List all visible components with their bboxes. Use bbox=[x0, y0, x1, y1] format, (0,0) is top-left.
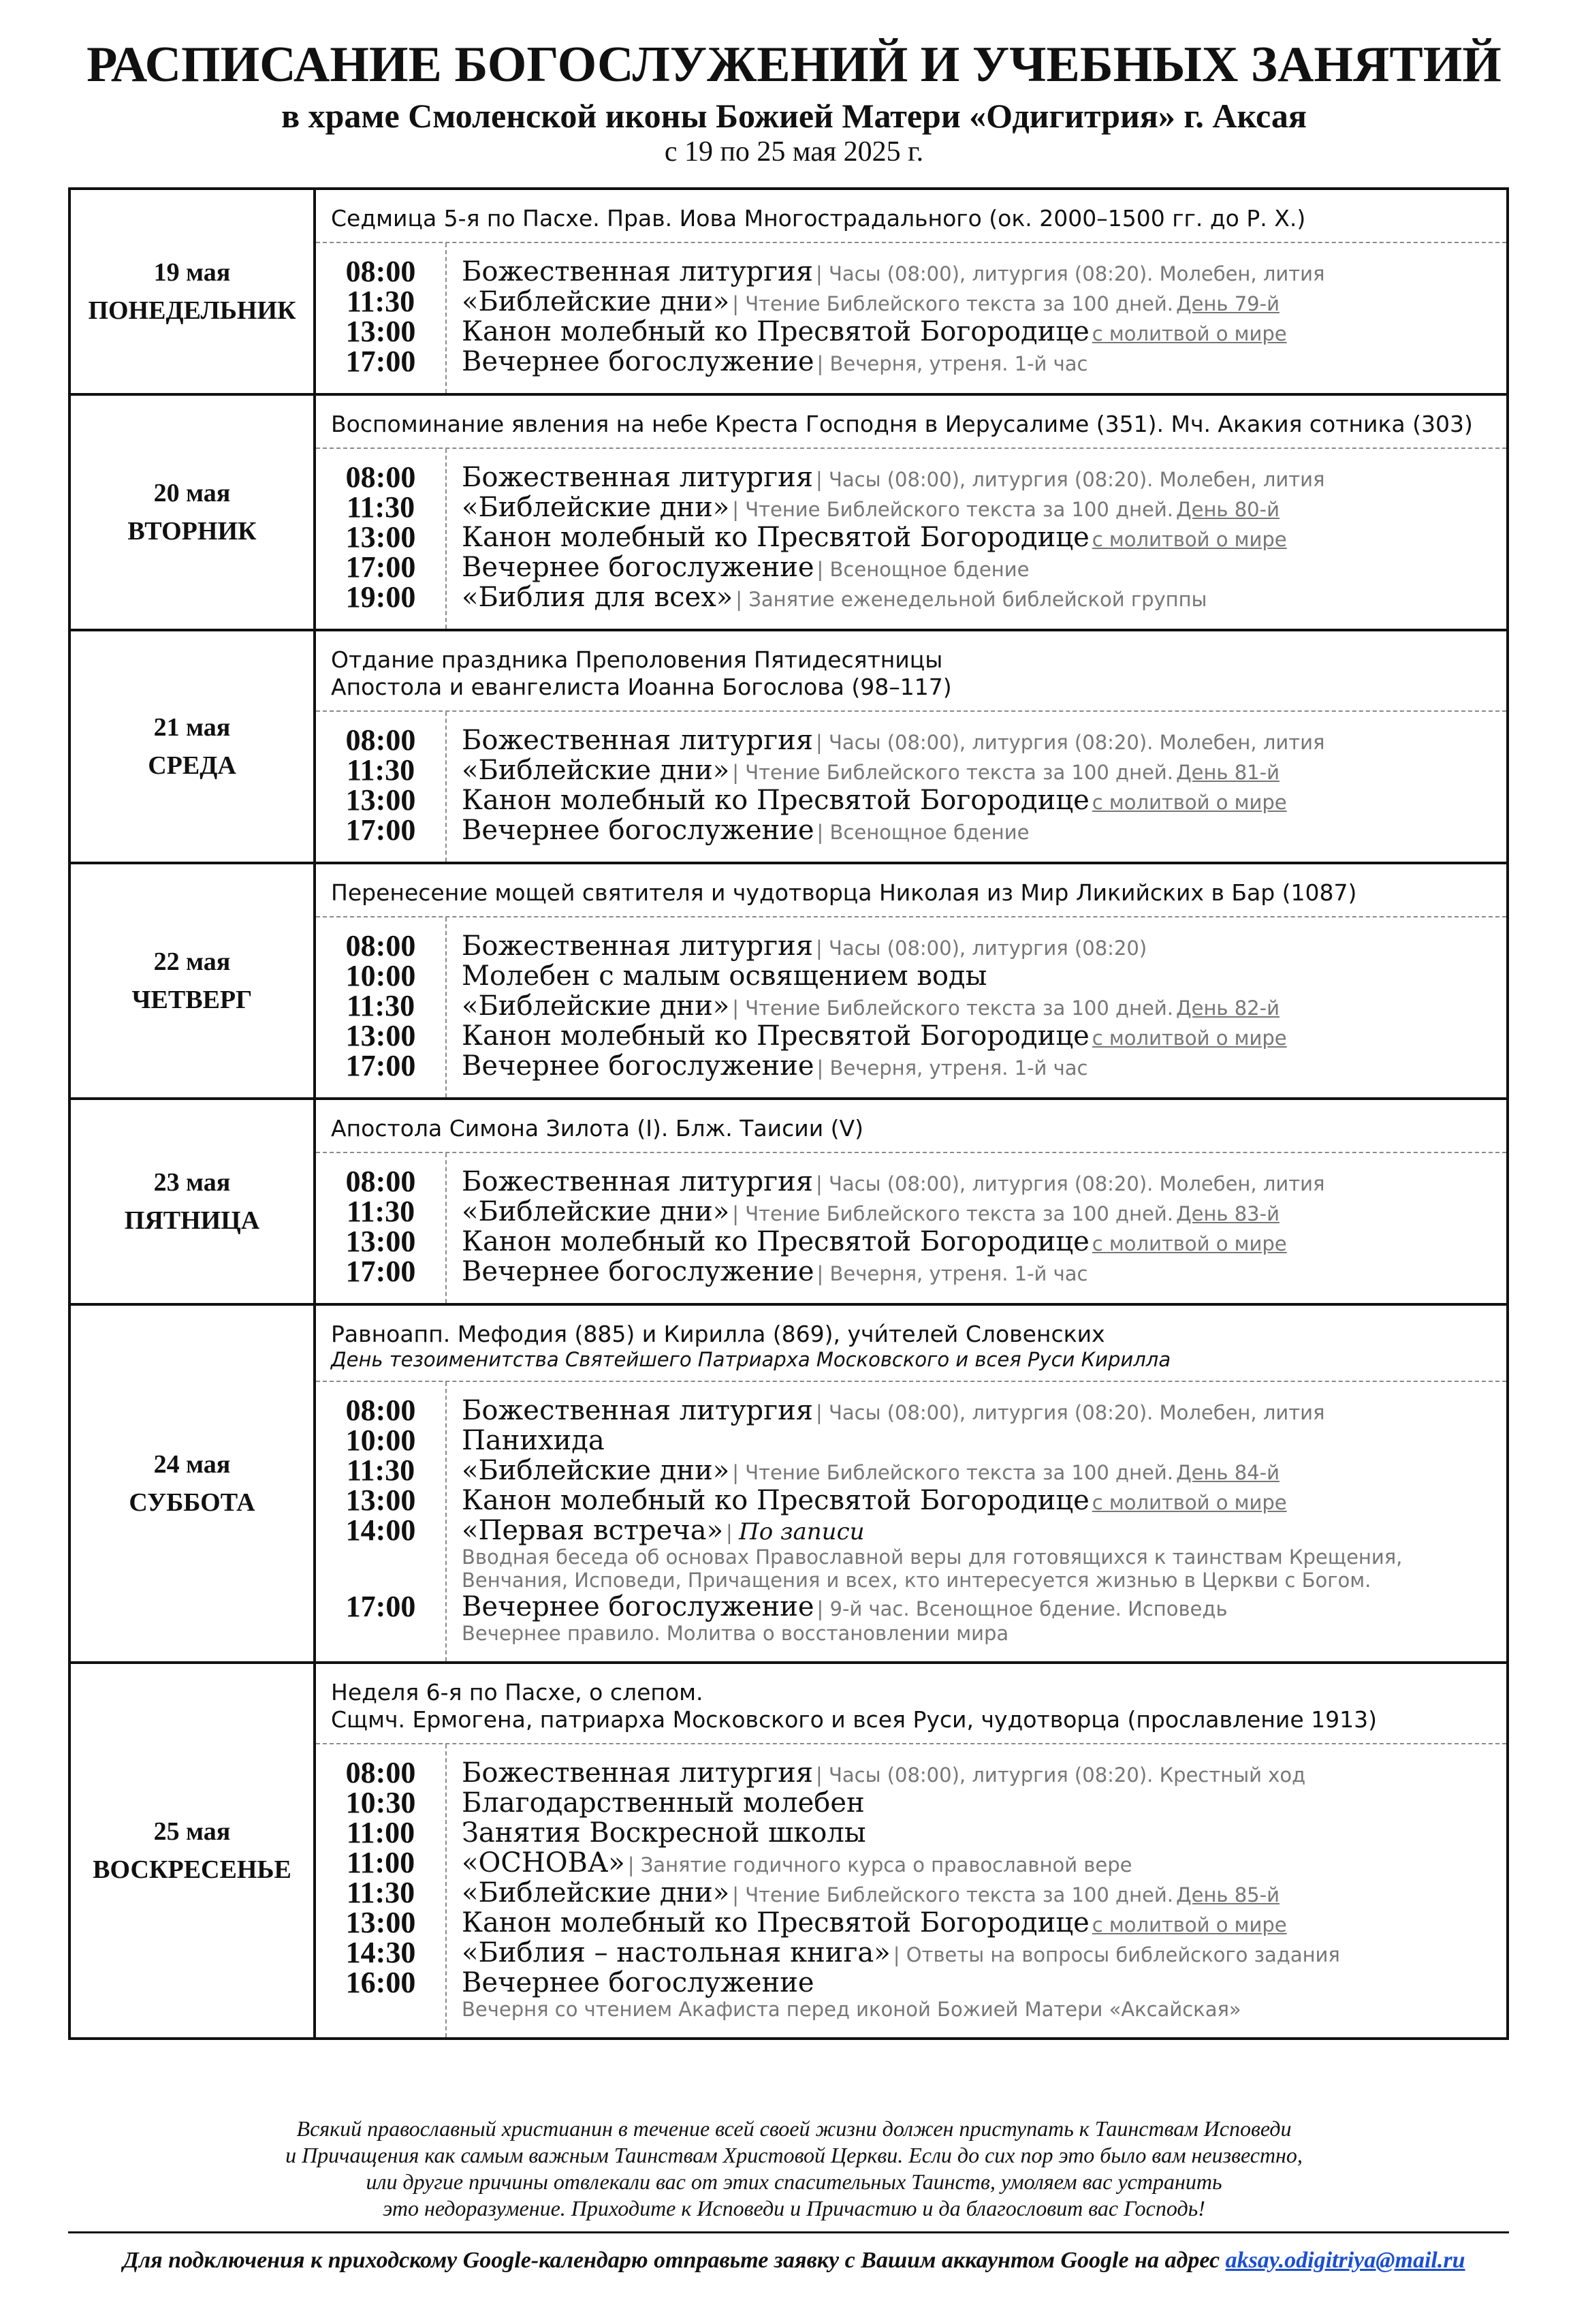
service-row bbox=[462, 725, 1506, 755]
service-name: «Первая встреча» bbox=[462, 1515, 724, 1546]
day-weekday: ПЯТНИЦА bbox=[124, 1206, 260, 1235]
service-note: Всенощное бдение bbox=[829, 821, 1030, 844]
feast-line: Сщмч. Ермогена, патриарха Московского и всея Руси, чудотворца (прославление 1913) bbox=[331, 1706, 1378, 1733]
service-note: Занятие еженедельной библейской группы bbox=[748, 588, 1207, 611]
day-body bbox=[316, 864, 1506, 1097]
day-row bbox=[71, 190, 1506, 396]
service-note: Занятие годичного курса о православной вере bbox=[640, 1853, 1132, 1877]
day-date: 20 мая bbox=[153, 479, 231, 507]
day-row bbox=[71, 1664, 1506, 2037]
service-note: Чтение Библейского текста за 100 дней. bbox=[745, 292, 1173, 315]
day-weekday: СУББОТА bbox=[129, 1488, 255, 1517]
event-time: 08:00 bbox=[345, 929, 416, 962]
day-label bbox=[71, 396, 316, 629]
time-spacer bbox=[316, 1622, 445, 1645]
service-name: Божественная литургия bbox=[462, 1166, 813, 1197]
service-row bbox=[462, 931, 1506, 961]
day-row bbox=[71, 1100, 1506, 1306]
times-column bbox=[316, 243, 447, 393]
event-time: 11:00 bbox=[346, 1816, 415, 1849]
time-spacer bbox=[316, 1998, 445, 2021]
separator: | bbox=[735, 588, 749, 611]
feast-description bbox=[316, 396, 1506, 449]
separator: | bbox=[726, 1521, 740, 1544]
separator: | bbox=[732, 498, 746, 521]
day-label bbox=[71, 1100, 316, 1303]
service-link[interactable]: День 79-й bbox=[1175, 292, 1280, 315]
day-body bbox=[316, 1306, 1506, 1661]
service-row bbox=[462, 462, 1506, 492]
separator: | bbox=[816, 1262, 830, 1285]
event-time: 19:00 bbox=[345, 580, 416, 614]
day-row bbox=[71, 1306, 1506, 1664]
service-link[interactable]: с молитвой о мире bbox=[1092, 1913, 1287, 1936]
feast-description bbox=[316, 631, 1506, 712]
page-title: РАСПИСАНИЕ БОГОСЛУЖЕНИЙ И УЧЕБНЫХ ЗАНЯТИЙ bbox=[86, 37, 1502, 93]
event-time: 13:00 bbox=[345, 1225, 416, 1258]
service-row bbox=[462, 1396, 1506, 1426]
service-row bbox=[462, 1486, 1506, 1516]
service-name: «Библейские дни» bbox=[462, 990, 730, 1022]
services-column bbox=[447, 917, 1506, 1097]
event-time: 11:30 bbox=[346, 989, 415, 1022]
footer-note-line: это недоразумение. Приходите к Исповеди и Причастию и да благословит вас Господь! bbox=[383, 2196, 1205, 2220]
service-name: Божественная литургия bbox=[462, 1395, 813, 1426]
day-weekday: СРЕДА bbox=[148, 751, 236, 780]
service-row bbox=[462, 1257, 1506, 1287]
service-name: Божественная литургия bbox=[462, 256, 813, 287]
separator: | bbox=[732, 1883, 746, 1906]
event-time: 11:30 bbox=[346, 1454, 415, 1487]
service-row bbox=[462, 1938, 1506, 1968]
service-name: Канон молебный ко Пресвятой Богородице bbox=[462, 522, 1090, 553]
service-row bbox=[462, 991, 1506, 1021]
service-note: 9-й час. Всенощное бдение. Исповедь bbox=[829, 1597, 1228, 1620]
service-link[interactable]: День 80-й bbox=[1175, 498, 1280, 521]
service-note: Чтение Библейского текста за 100 дней. bbox=[745, 761, 1173, 784]
service-row bbox=[462, 492, 1506, 522]
day-weekday: ПОНЕДЕЛЬНИК bbox=[88, 296, 296, 325]
feast-description bbox=[316, 1664, 1506, 1744]
event-time: 10:00 bbox=[345, 1424, 416, 1457]
service-row bbox=[462, 1167, 1506, 1197]
service-row bbox=[462, 1456, 1506, 1486]
email-link[interactable]: aksay.odigitriya@mail.ru bbox=[1225, 2248, 1465, 2273]
day-body bbox=[316, 396, 1506, 629]
event-time: 17:00 bbox=[345, 1255, 416, 1288]
separator: | bbox=[815, 262, 829, 285]
separator: | bbox=[815, 1172, 829, 1195]
separator: | bbox=[732, 1461, 746, 1484]
service-row bbox=[462, 815, 1506, 845]
service-name: «Библейские дни» bbox=[462, 286, 730, 317]
event-time: 13:00 bbox=[345, 520, 416, 554]
service-row bbox=[462, 1021, 1506, 1051]
times-column bbox=[316, 1744, 447, 2037]
services-column bbox=[447, 1744, 1506, 2037]
service-note: Часы (08:00), литургия (08:20). Молебен, лития bbox=[828, 731, 1325, 754]
service-note: Вечерня, утреня. 1-й час bbox=[829, 1056, 1088, 1080]
feast-line: Апостола и евангелиста Иоанна Богослова (98–117) bbox=[331, 674, 952, 700]
service-name: Вечернее богослужение bbox=[462, 815, 814, 846]
service-link[interactable]: с молитвой о мире bbox=[1092, 1026, 1287, 1050]
separator: | bbox=[893, 1943, 906, 1966]
footer-divider bbox=[68, 2231, 1509, 2233]
service-name: Молебен с малым освящением воды bbox=[462, 960, 987, 992]
service-note: Всенощное бдение bbox=[829, 558, 1030, 581]
day-label bbox=[71, 1664, 316, 2037]
events-block bbox=[316, 1153, 1506, 1303]
service-name: Канон молебный ко Пресвятой Богородице bbox=[462, 1226, 1090, 1257]
service-note: Чтение Библейского текста за 100 дней. bbox=[745, 996, 1173, 1020]
service-name: Вечернее богослужение bbox=[462, 1050, 814, 1082]
event-time: 11:30 bbox=[346, 285, 415, 318]
service-link[interactable]: День 81-й bbox=[1175, 761, 1280, 784]
times-column bbox=[316, 1153, 447, 1303]
service-detail: Венчания, Исповеди, Причащения и всех, кто интересуется жизнью в Церкви с Богом. bbox=[462, 1569, 1371, 1592]
services-column bbox=[447, 712, 1506, 862]
separator: | bbox=[732, 761, 746, 784]
event-time: 08:00 bbox=[345, 255, 416, 288]
service-name: Божественная литургия bbox=[462, 462, 813, 493]
service-row bbox=[462, 1227, 1506, 1257]
event-time: 14:00 bbox=[345, 1513, 416, 1547]
service-note: Часы (08:00), литургия (08:20). Молебен, лития bbox=[828, 468, 1325, 491]
event-time: 11:00 bbox=[346, 1846, 415, 1879]
event-time: 11:30 bbox=[346, 1195, 415, 1228]
service-row bbox=[462, 1968, 1506, 1998]
event-time: 10:00 bbox=[345, 959, 416, 992]
service-row bbox=[462, 317, 1506, 347]
day-weekday: ВОСКРЕСЕНЬЕ bbox=[93, 1855, 291, 1884]
contact-text: Для подключения к приходскому Google-календарю отправьте заявку с Вашим аккаунтом Google на адрес bbox=[123, 2248, 1220, 2273]
events-block bbox=[316, 1744, 1506, 2037]
service-name: «Библейские дни» bbox=[462, 1455, 730, 1486]
day-label bbox=[71, 864, 316, 1097]
separator: | bbox=[816, 821, 830, 844]
service-row bbox=[462, 1788, 1506, 1818]
event-time: 10:30 bbox=[345, 1786, 416, 1819]
separator: | bbox=[732, 1202, 746, 1225]
footer-contact bbox=[0, 2246, 1588, 2275]
service-name: Канон молебный ко Пресвятой Богородице bbox=[462, 316, 1090, 347]
day-date: 25 мая bbox=[153, 1817, 231, 1846]
events-block bbox=[316, 712, 1506, 862]
service-note: Часы (08:00), литургия (08:20). Молебен, лития bbox=[828, 1172, 1325, 1195]
service-row bbox=[462, 1592, 1506, 1622]
service-row bbox=[462, 1197, 1506, 1227]
service-row bbox=[462, 1908, 1506, 1938]
day-body bbox=[316, 190, 1506, 393]
day-date: 22 мая bbox=[153, 947, 231, 976]
separator: | bbox=[627, 1853, 641, 1877]
day-row bbox=[71, 864, 1506, 1100]
separator: | bbox=[816, 1056, 830, 1080]
feast-line: Перенесение мощей святителя и чудотворца Николая из Мир Ликийских в Бар (1087) bbox=[331, 879, 1357, 906]
feast-description bbox=[316, 190, 1506, 243]
service-name: Канон молебный ко Пресвятой Богородице bbox=[462, 1907, 1090, 1938]
separator: | bbox=[815, 1763, 829, 1787]
page-subtitle: в храме Смоленской иконы Божией Матери «Одигитрия» г. Аксая bbox=[281, 97, 1307, 135]
service-name: «Библия – настольная книга» bbox=[462, 1937, 891, 1968]
day-label bbox=[71, 1306, 316, 1661]
separator: | bbox=[816, 1597, 830, 1620]
feast-line: Неделя 6-я по Пасхе, о слепом. bbox=[331, 1679, 703, 1706]
feast-line: Отдание праздника Преполовения Пятидесятницы bbox=[331, 646, 943, 673]
event-time: 11:30 bbox=[346, 753, 415, 787]
event-time: 14:30 bbox=[345, 1936, 416, 1969]
feast-note: День тезоименитства Святейшего Патриарха Московского и всея Руси Кирилла bbox=[331, 1348, 1171, 1371]
day-date: 24 мая bbox=[153, 1450, 231, 1479]
service-row bbox=[462, 257, 1506, 287]
separator: | bbox=[815, 731, 829, 754]
feast-line: Равноапп. Мефодия (885) и Кирилла (869), учи́телей Словенских bbox=[331, 1321, 1105, 1347]
day-body bbox=[316, 1664, 1506, 2037]
feast-line: Апостола Симона Зилота (I). Блж. Таисии (V) bbox=[331, 1115, 863, 1142]
service-name: Канон молебный ко Пресвятой Богородице bbox=[462, 1485, 1090, 1516]
times-column bbox=[316, 449, 447, 629]
service-link[interactable]: День 84-й bbox=[1175, 1461, 1280, 1484]
event-time: 08:00 bbox=[345, 1394, 416, 1427]
service-row bbox=[462, 1758, 1506, 1788]
day-body bbox=[316, 631, 1506, 862]
service-link[interactable]: с молитвой о мире bbox=[1092, 791, 1287, 814]
service-name: Вечернее богослужение bbox=[462, 346, 814, 377]
service-name: Панихида bbox=[462, 1425, 605, 1456]
service-name: Божественная литургия bbox=[462, 930, 813, 962]
service-note: Чтение Библейского текста за 100 дней. bbox=[745, 1461, 1173, 1484]
event-time: 13:00 bbox=[345, 783, 416, 817]
service-note: Чтение Библейского текста за 100 дней. bbox=[745, 1202, 1173, 1225]
event-time: 13:00 bbox=[345, 315, 416, 348]
service-name: «Библейские дни» bbox=[462, 1877, 730, 1909]
service-name: «Библия для всех» bbox=[462, 582, 733, 613]
events-block bbox=[316, 1382, 1506, 1661]
service-name: Занятия Воскресной школы bbox=[462, 1817, 866, 1849]
service-row bbox=[462, 552, 1506, 582]
separator: | bbox=[816, 352, 830, 375]
service-row bbox=[462, 1516, 1506, 1545]
day-row bbox=[71, 396, 1506, 631]
events-block bbox=[316, 449, 1506, 629]
footer-note bbox=[0, 2116, 1588, 2222]
times-column bbox=[316, 1382, 447, 1661]
event-time: 08:00 bbox=[345, 1756, 416, 1789]
separator: | bbox=[816, 558, 830, 581]
event-time: 16:00 bbox=[345, 1966, 416, 1999]
event-time: 08:00 bbox=[345, 723, 416, 757]
service-link[interactable]: с молитвой о мире bbox=[1092, 1491, 1287, 1514]
event-time: 08:00 bbox=[345, 460, 416, 494]
service-note: Часы (08:00), литургия (08:20) bbox=[828, 937, 1147, 960]
services-column bbox=[447, 449, 1506, 629]
separator: | bbox=[815, 1401, 829, 1424]
service-name: Вечернее богослужение bbox=[462, 1967, 814, 1998]
times-column bbox=[316, 917, 447, 1097]
event-time: 17:00 bbox=[345, 550, 416, 584]
events-block bbox=[316, 243, 1506, 393]
time-spacer bbox=[316, 1545, 445, 1592]
service-note: По записи bbox=[739, 1518, 865, 1545]
service-row bbox=[462, 1848, 1506, 1878]
service-note: Чтение Библейского текста за 100 дней. bbox=[745, 498, 1173, 521]
feast-description bbox=[316, 1306, 1506, 1382]
date-range: с 19 по 25 мая 2025 г. bbox=[664, 136, 924, 168]
day-date: 21 мая bbox=[153, 713, 231, 742]
separator: | bbox=[815, 468, 829, 491]
service-name: Божественная литургия bbox=[462, 1757, 813, 1789]
service-name: Канон молебный ко Пресвятой Богородице bbox=[462, 785, 1090, 816]
service-link[interactable]: с молитвой о мире bbox=[1092, 1232, 1287, 1255]
event-time: 11:30 bbox=[346, 490, 415, 524]
service-note: Часы (08:00), литургия (08:20). Молебен, лития bbox=[828, 1401, 1325, 1424]
footer-note-line: и Причащения как самым важным Таинствам Христовой Церкви. Если до сих пор это было вам неизвестно, bbox=[285, 2143, 1303, 2167]
service-detail: Вечернее правило. Молитва о восстановлении мира bbox=[462, 1622, 1009, 1645]
feast-line: Седмица 5-я по Пасхе. Прав. Иова Многострадального (ок. 2000–1500 гг. до Р. Х.) bbox=[331, 205, 1306, 232]
day-weekday: ВТОРНИК bbox=[127, 517, 257, 546]
times-column bbox=[316, 712, 447, 862]
separator: | bbox=[732, 996, 746, 1020]
service-link[interactable]: с молитвой о мире bbox=[1092, 322, 1287, 345]
service-row bbox=[462, 961, 1506, 991]
service-note: Вечерня, утреня. 1-й час bbox=[829, 352, 1088, 375]
service-link[interactable]: День 82-й bbox=[1175, 996, 1280, 1020]
separator: | bbox=[732, 292, 746, 315]
service-row bbox=[462, 1051, 1506, 1081]
schedule-table bbox=[68, 187, 1509, 2040]
service-name: Божественная литургия bbox=[462, 725, 813, 756]
service-row bbox=[462, 1818, 1506, 1848]
event-time: 13:00 bbox=[345, 1906, 416, 1939]
footer-note-line: Всякий православный христианин в течение всей своей жизни должен приступать к Таинствам Исповеди bbox=[296, 2116, 1292, 2141]
day-weekday: ЧЕТВЕРГ bbox=[131, 986, 253, 1014]
day-date: 19 мая bbox=[153, 258, 231, 287]
event-time: 17:00 bbox=[345, 813, 416, 847]
service-note: Ответы на вопросы библейского задания bbox=[906, 1943, 1340, 1966]
service-name: «Библейские дни» bbox=[462, 755, 730, 786]
service-note: Чтение Библейского текста за 100 дней. bbox=[745, 1883, 1173, 1906]
service-note: Часы (08:00), литургия (08:20). Крестный ход bbox=[828, 1763, 1306, 1787]
service-link[interactable]: с молитвой о мире bbox=[1092, 528, 1287, 551]
service-note: Вечерня, утреня. 1-й час bbox=[829, 1262, 1088, 1285]
footer-note-line: или другие причины отвлекали вас от этих спасительных Таинств, умоляем вас устранить bbox=[366, 2169, 1222, 2194]
separator: | bbox=[815, 937, 829, 960]
service-name: «Библейские дни» bbox=[462, 1196, 730, 1227]
service-row bbox=[462, 287, 1506, 317]
services-column bbox=[447, 243, 1506, 393]
feast-description bbox=[316, 1100, 1506, 1153]
day-label bbox=[71, 190, 316, 393]
services-column bbox=[447, 1153, 1506, 1303]
service-name: «Библейские дни» bbox=[462, 492, 730, 523]
service-detail: Вечерня со чтением Акафиста перед иконой Божией Матери «Аксайская» bbox=[462, 1998, 1241, 2021]
event-time: 08:00 bbox=[345, 1165, 416, 1198]
service-row bbox=[462, 522, 1506, 552]
event-time: 17:00 bbox=[345, 345, 416, 378]
service-row bbox=[462, 582, 1506, 612]
event-time: 11:30 bbox=[346, 1876, 415, 1909]
service-row bbox=[462, 785, 1506, 815]
service-note: Часы (08:00), литургия (08:20). Молебен, лития bbox=[828, 262, 1325, 285]
event-time: 17:00 bbox=[345, 1049, 416, 1082]
day-row bbox=[71, 631, 1506, 864]
event-time: 13:00 bbox=[345, 1019, 416, 1052]
feast-description bbox=[316, 864, 1506, 917]
service-link[interactable]: День 83-й bbox=[1175, 1202, 1280, 1225]
service-row bbox=[462, 755, 1506, 785]
service-name: Вечернее богослужение bbox=[462, 1256, 814, 1287]
service-name: Вечернее богослужение bbox=[462, 1591, 814, 1622]
service-row bbox=[462, 1878, 1506, 1908]
service-detail: Вводная беседа об основах Православной веры для готовящихся к таинствам Крещения, bbox=[462, 1545, 1403, 1569]
event-time: 13:00 bbox=[345, 1483, 416, 1517]
service-row bbox=[462, 1426, 1506, 1456]
service-link[interactable]: День 85-й bbox=[1175, 1883, 1280, 1906]
service-name: «ОСНОВА» bbox=[462, 1847, 625, 1879]
service-name: Благодарственный молебен bbox=[462, 1787, 865, 1819]
feast-line: Воспоминание явления на небе Креста Господня в Иерусалиме (351). Мч. Акакия сотника (303) bbox=[331, 411, 1473, 437]
service-row bbox=[462, 347, 1506, 377]
events-block bbox=[316, 917, 1506, 1097]
services-column bbox=[447, 1382, 1506, 1661]
day-date: 23 мая bbox=[153, 1168, 231, 1197]
day-body bbox=[316, 1100, 1506, 1303]
service-name: Канон молебный ко Пресвятой Богородице bbox=[462, 1020, 1090, 1052]
service-name: Вечернее богослужение bbox=[462, 552, 814, 583]
event-time: 17:00 bbox=[345, 1590, 416, 1623]
day-label bbox=[71, 631, 316, 862]
